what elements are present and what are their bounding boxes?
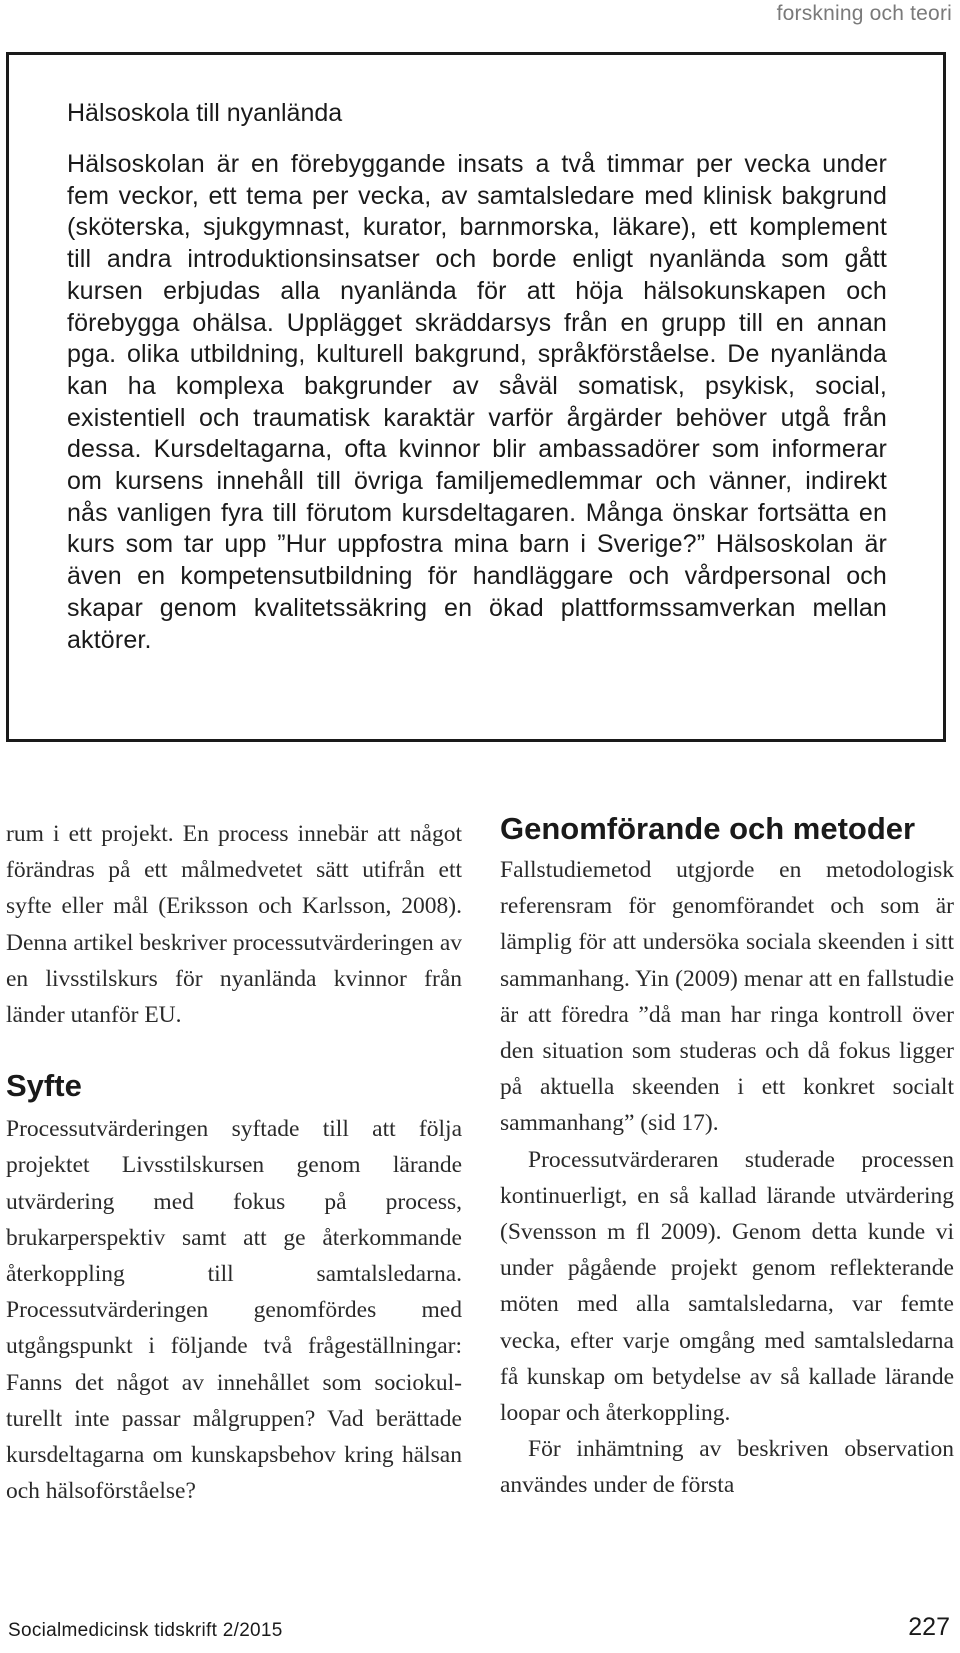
methods-heading: Genomförande och metoder xyxy=(500,811,916,846)
page-number: 227 xyxy=(908,1613,950,1641)
syfte-paragraph: Processutvärderingen syftade till att följa projektet Livsstilskursen genom lärande utvärdering med fokus på process, brukarperspektiv samt att ge återkommande återkoppling till samtalsledarna. Processutvärderingen genomfördes med utgångspunkt i följande två frågeställningar: Fanns det något av innehållet som sociokulturellt inte passar målgruppen? Vad berättade kursdeltagarna om kunskapsbehov kring hälsan och hälsoförståelse? xyxy=(6,1116,462,1505)
info-box xyxy=(6,52,946,742)
methods-paragraph-1: Fallstudiemetod utgjorde en metodologisk referensram för genomförandet och som är lämplig för att undersöka sociala skeenden i sitt sammanhang. Yin (2009) menar att en fallstudie är att föredra ”då man har ringa kontroll över den situation som studeras och då fokus ligger på aktuella skeenden i ett konkret socialt sammanhang” (sid 17). xyxy=(500,857,954,1137)
methods-paragraph-3: För inhämtning av beskriven observation användes under de första xyxy=(500,1436,954,1499)
methods-paragraph-2: Processutvärderaren studerade processen kontinuerligt, en så kallad lärande utvärdering (Svensson m fl 2009). Genom detta kunde vi under pågående projekt genom reflekterande möten med alla samtalsledarna, var femte vecka, efter varje omgång med samtalsledarna få kunskap om betydelse av så kallade lärande loopar och återkoppling. xyxy=(500,1146,954,1427)
syfte-heading: Syfte xyxy=(6,1068,82,1104)
right-column xyxy=(500,811,954,1504)
left-column xyxy=(6,816,462,1509)
intro-paragraph: rum i ett projekt. En process innebär att något förändras på ett målmedvetet sätt utifrån ett syfte eller mål (Eriksson och Karlsson, 2008). Denna artikel beskriver processutvärderingen av en livsstilskurs för nyanlända kvinnor från länder utanför EU. xyxy=(6,821,462,1029)
box-body-text: Hälsoskolan är en förebyggande insats a två timmar per vecka under fem veckor, ett tema per vecka, av samtalsledare med klinisk bakgrund (sköterska, sjukgymnast, kurator, barnmorska, läkare), ett komplement till andra introduktionsinsatser och borde enligt nyanlända som gått kursen erbjudas alla nyanlända för att höja hälsokunskapen och förebygga ohälsa. Upplägget skräddarsys från en grupp till en annan pga. olika utbildning, kulturell bakgrund, språkförståelse. De nyanlända kan ha komplexa bakgrunder av såväl somatisk, psykisk, social, existentiell och traumatisk karaktär varför årgärder behöver utgå från dessa. Kursdeltagarna, ofta kvinnor blir ambassadörer som informerar om kursens innehåll till övriga familjemedlemmar och vänner, indirekt nås vanligen fyra till förutom kursdeltagaren. Många önskar fortsätta en kurs som tar upp ”Hur uppfostra mina barn i Sverige?” Hälsoskolan är även en kompetensutbildning för handläggare och vårdpersonal och skapar genom kvalitetssäkring en ökad plattformssamverkan mellan aktörer. xyxy=(67,150,887,654)
journal-footer: Socialmedicinsk tidskrift 2/2015 xyxy=(8,1620,283,1641)
section-tag: forskning och teori xyxy=(776,2,952,25)
box-title: Hälsoskola till nyanlända xyxy=(67,99,343,127)
